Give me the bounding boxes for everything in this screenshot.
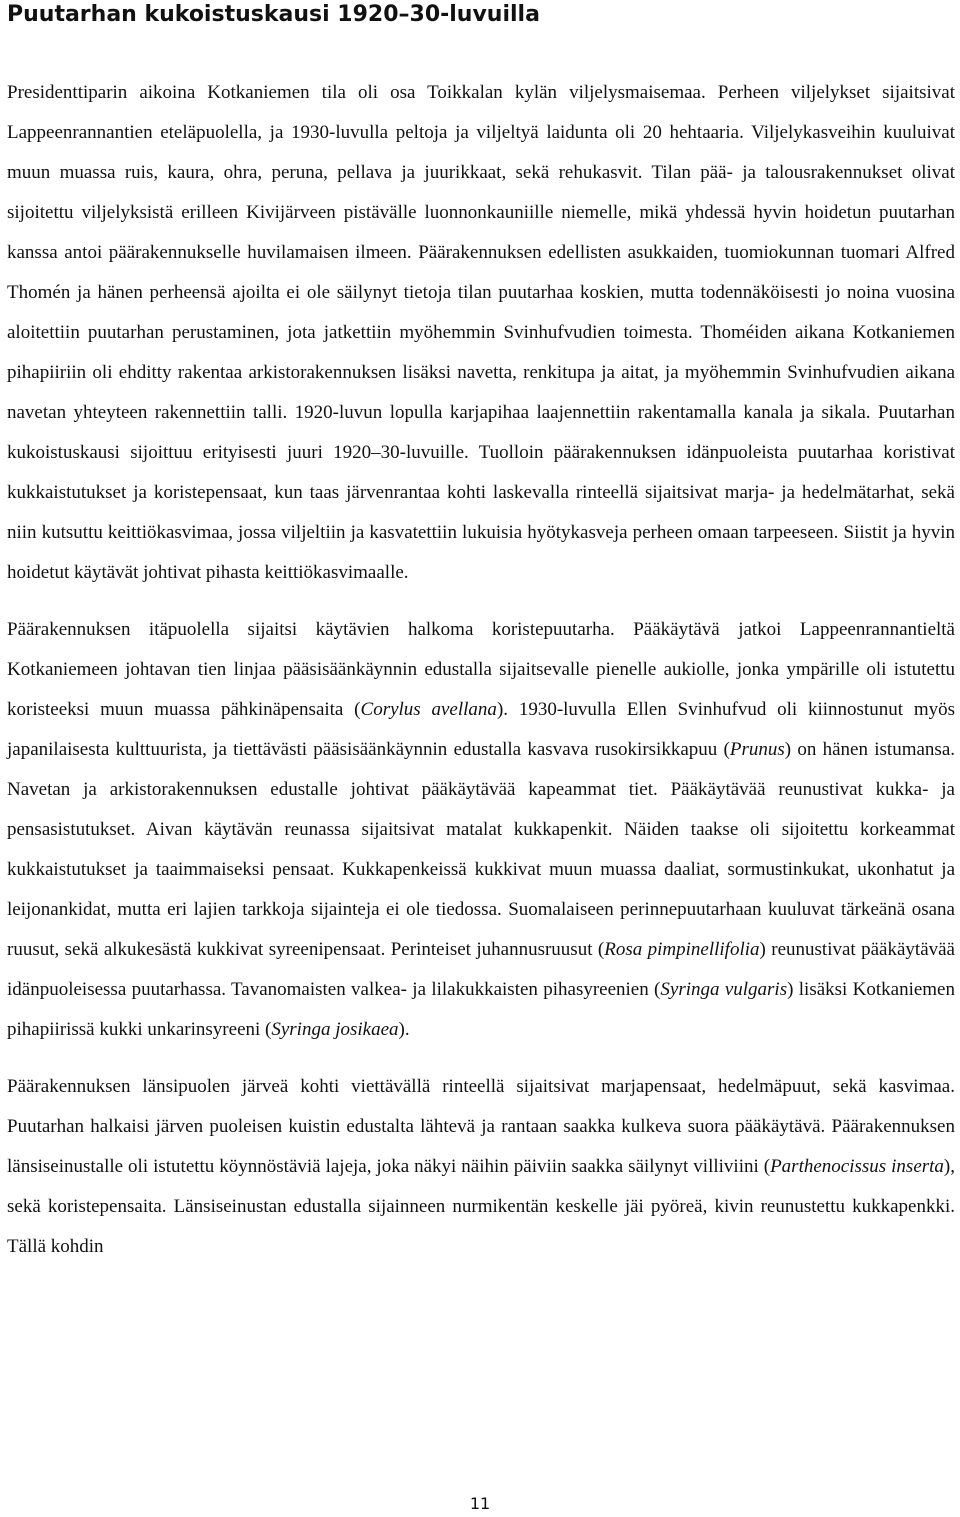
paragraph-text: ) reunustivat pääkäytävää idänpuoleisessa puutarhassa. Tavanomaisten valkea- ja lilakukkaisten pihasyreenien ( (7, 939, 955, 1000)
body-text (7, 73, 955, 1267)
paragraph-text: Päärakennuksen itäpuolella sijaitsi käytävien halkoma koristepuutarha. Pääkäytävä jatkoi Lappeenrannantieltä Kotkaniemeen johtavan tien linjaa pääsisäänkäynnin edustalla sijaitsevalle pienelle aukiolle, jonka ympärille oli istutettu koristeeksi muun muassa pähkinäpensaita ( (7, 619, 955, 720)
italic-species-name: Syringa josikaea (271, 1019, 399, 1040)
paragraph-text: ), sekä koristepensaita. Länsiseinustan edustalla sijainneen nurmikentän keskelle jäi pyöreä, kivin reunustettu kukkapenkki. Tällä kohdin (7, 1156, 955, 1257)
italic-species-name: Corylus avellana (360, 699, 497, 720)
italic-species-name: Prunus (729, 739, 785, 760)
paragraph-text: ) lisäksi Kotkaniemen pihapiirissä kukki unkarinsyreeni ( (7, 979, 955, 1040)
paragraph-text: ). (398, 1019, 410, 1040)
paragraph (7, 1067, 955, 1267)
italic-species-name: Syringa vulgaris (660, 979, 788, 1000)
paragraph (7, 610, 955, 1050)
paragraph (7, 73, 955, 593)
paragraph-text: ). 1930-luvulla Ellen Svinhufvud oli kiinnostunut myös japanilaisesta kulttuurista, ja tiettävästi pääsisäänkäynnin edustalla kasvava rusokirsikkapuu ( (7, 699, 955, 760)
italic-species-name: Parthenocissus inserta (770, 1156, 944, 1177)
page-number: 11 (469, 1494, 491, 1513)
paragraph-text: Päärakennuksen länsipuolen järveä kohti viettävällä rinteellä sijaitsivat marjapensaat, hedelmäpuut, sekä kasvimaa. Puutarhan halkaisi järven puoleisen kuistin edustalta lähtevä ja rantaan saakka kulkeva suora pääkäytävä. Päärakennuksen länsiseinustalle oli istutettu köynnöstäviä lajeja, joka näkyi näihin päiviin saakka säilynyt villiviini ( (7, 1076, 955, 1177)
italic-species-name: Rosa pimpinellifolia (604, 939, 760, 960)
paragraph-text: Presidenttiparin aikoina Kotkaniemen tila oli osa Toikkalan kylän viljelysmaisemaa. Perheen viljelykset sijaitsivat Lappeenrannantien eteläpuolella, ja 1930-luvulla peltoja ja viljeltyä laidunta oli 20 hehtaaria. Viljelykasveihin kuuluivat muun muassa ruis, kaura, ohra, peruna, pellava ja juurikkaat, sekä rehukasvit. Tilan pää- ja talousrakennukset olivat sijoitettu viljelyksistä erilleen Kivijärveen pistävälle luonnonkauniille niemelle, mikä yhdessä hyvin hoidetun puutarhan kanssa antoi päärakennukselle huvilamaisen ilmeen. Päärakennuksen edellisten asukkaiden, tuomiokunnan tuomari Alfred Thomén ja hänen perheensä ajoilta ei ole säilynyt tietoja tilan puutarhaa koskien, mutta todennäköisesti jo noina vuosina aloitettiin puutarhan perustaminen, jota jatkettiin myöhemmin Svinhufvudien toimesta. Thoméiden aikana Kotkaniemen pihapiiriin oli ehditty rakentaa arkistorakennuksen lisäksi navetta, renkitupa ja aitat, ja myöhemmin Svinhufvudien aikana navetan yhteyteen rakennettiin talli. 1920-luvun lopulla karjapihaa laajennettiin rakentamalla kanala ja sikala. Puutarhan kukoistuskausi sijoittuu erityisesti juuri 1920–30-luvuille. Tuolloin päärakennuksen idänpuoleista puutarhaa koristivat kukkaistutukset ja koristepensaat, kun taas järvenrantaa kohti laskevalla rinteellä sijaitsivat marja- ja hedelmätarhat, sekä niin kutsuttu keittiökasvimaa, jossa viljeltiin ja kasvatettiin lukuisia hyötykasveja perheen omaan tarpeeseen. Siistit ja hyvin hoidetut käytävät johtivat pihasta keittiökasvimaalle. (7, 82, 955, 583)
paragraph-text: ) on hänen istumansa. Navetan ja arkistorakennuksen edustalle johtivat pääkäytävää kapeammat tiet. Pääkäytävää reunustivat kukka- ja pensasistutukset. Aivan käytävän reunassa sijaitsivat matalat kukkapenkit. Näiden taakse oli sijoitettu korkeammat kukkaistutukset ja taaimmaiseksi pensaat. Kukkapenkeissä kukkivat muun muassa daaliat, sormustinkukat, ukonhatut ja leijonankidat, mutta eri lajien tarkkoja sijainteja ei ole tiedossa. Suomalaiseen perinnepuutarhaan kuuluvat tärkeänä osana ruusut, sekä alkukesästä kukkivat syreenipensaat. Perinteiset juhannusruusut ( (7, 739, 956, 960)
section-heading: Puutarhan kukoistuskausi 1920–30-luvuilla (7, 2, 540, 27)
